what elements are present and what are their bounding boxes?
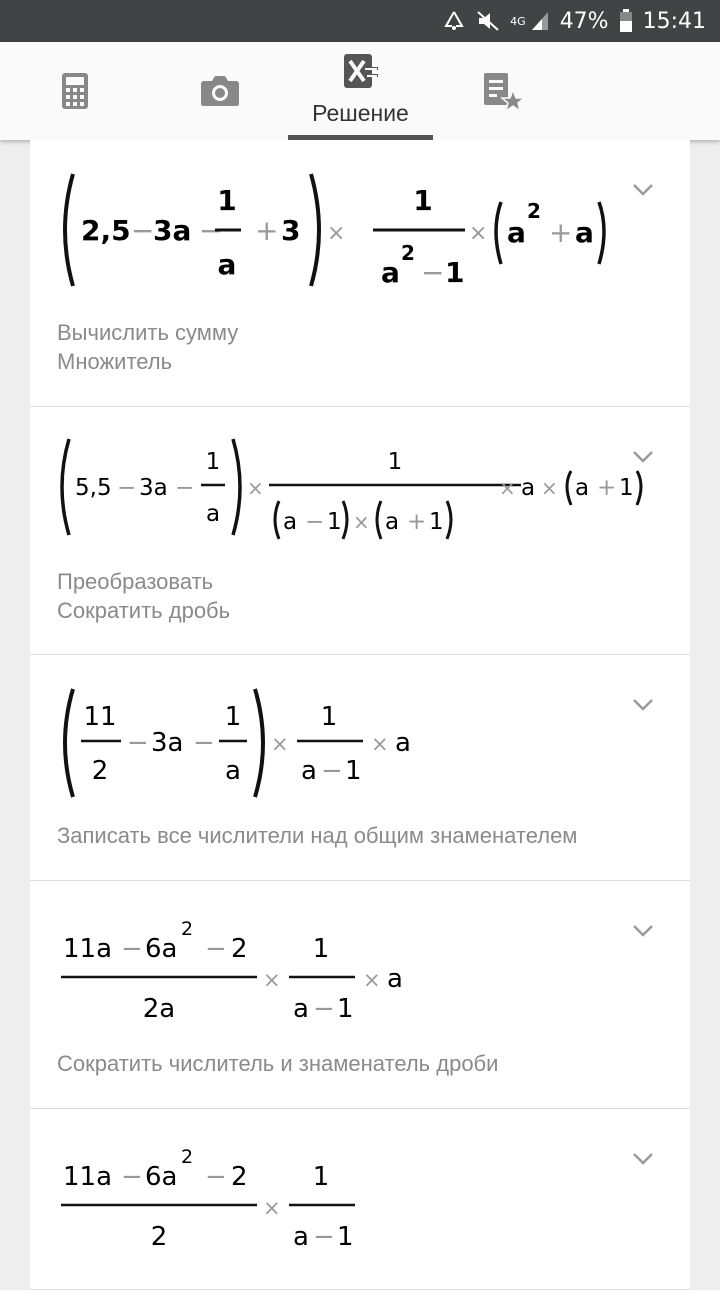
- svg-text:−: −: [121, 1162, 143, 1192]
- svg-text:1: 1: [320, 702, 338, 732]
- math-expression: [55, 1139, 375, 1263]
- recycle-icon: [442, 10, 466, 32]
- svg-text:−: −: [305, 509, 325, 535]
- step-card[interactable]: [30, 655, 690, 881]
- svg-text:−: −: [313, 994, 335, 1024]
- step-card[interactable]: [30, 407, 690, 655]
- svg-text:1: 1: [312, 1162, 330, 1192]
- svg-text:1: 1: [429, 509, 444, 535]
- svg-text:11a: 11a: [63, 1162, 113, 1192]
- svg-text:−: −: [131, 214, 155, 247]
- svg-text:a: a: [521, 475, 536, 501]
- math-expression: [55, 435, 655, 559]
- step-note: Вычислить сумму: [57, 320, 239, 345]
- svg-text:−: −: [121, 934, 143, 964]
- chevron-down-icon[interactable]: [632, 178, 654, 200]
- step-notes: [57, 567, 230, 625]
- math-expression: [55, 170, 635, 304]
- svg-text:+: +: [549, 216, 573, 249]
- svg-text:1: 1: [413, 184, 433, 217]
- battery-percent: 47%: [559, 8, 609, 34]
- chevron-down-icon[interactable]: [632, 919, 654, 941]
- svg-text:×: ×: [353, 510, 370, 534]
- svg-text:a: a: [205, 501, 221, 527]
- svg-text:2a: 2a: [142, 994, 176, 1024]
- tab-notebook[interactable]: [468, 42, 538, 140]
- step-notes: [57, 1049, 498, 1078]
- svg-text:2: 2: [231, 1162, 248, 1192]
- step-card[interactable]: [30, 1109, 690, 1290]
- svg-text:3a: 3a: [139, 475, 168, 501]
- tab-solution-label: Решение: [312, 100, 409, 126]
- svg-text:a: a: [225, 756, 241, 786]
- svg-text:2: 2: [91, 756, 109, 786]
- svg-text:×: ×: [247, 476, 264, 500]
- step-note: Преобразовать: [57, 569, 214, 594]
- svg-text:1: 1: [337, 1222, 354, 1252]
- svg-text:−: −: [421, 256, 445, 289]
- svg-text:3: 3: [281, 214, 301, 247]
- svg-text:11: 11: [83, 702, 117, 732]
- svg-text:a: a: [217, 248, 237, 281]
- svg-text:2: 2: [231, 934, 248, 964]
- svg-text:a: a: [395, 728, 411, 758]
- tab-solution[interactable]: [288, 42, 433, 140]
- mute-icon: [476, 10, 500, 32]
- chevron-down-icon[interactable]: [632, 1147, 654, 1169]
- svg-text:a: a: [507, 216, 526, 249]
- svg-text:+: +: [255, 214, 279, 247]
- svg-text:−: −: [199, 214, 223, 247]
- svg-text:a: a: [575, 216, 594, 249]
- svg-text:a: a: [387, 964, 403, 994]
- notebook-star-icon: [482, 72, 524, 112]
- svg-text:a: a: [301, 756, 317, 786]
- camera-icon: [200, 75, 240, 107]
- svg-text:−: −: [193, 728, 215, 758]
- svg-text:×: ×: [499, 476, 516, 500]
- svg-text:2: 2: [150, 1222, 168, 1252]
- calculator-icon: [61, 72, 89, 110]
- network-type: 4G: [510, 14, 526, 28]
- svg-text:1: 1: [205, 449, 221, 475]
- svg-text:1: 1: [445, 256, 465, 289]
- svg-text:5,5: 5,5: [75, 475, 112, 501]
- svg-text:a: a: [293, 994, 309, 1024]
- svg-text:1: 1: [327, 509, 342, 535]
- svg-text:1: 1: [619, 475, 634, 501]
- solution-icon: [344, 54, 378, 88]
- tab-calculator[interactable]: [40, 42, 110, 140]
- svg-text:2: 2: [181, 1146, 194, 1168]
- svg-text:2: 2: [181, 918, 194, 940]
- svg-text:−: −: [205, 1162, 227, 1192]
- svg-text:1: 1: [224, 702, 242, 732]
- svg-text:3a: 3a: [153, 214, 192, 247]
- svg-text:2,5: 2,5: [81, 214, 131, 247]
- step-card[interactable]: [30, 881, 690, 1109]
- math-expression: [55, 911, 455, 1035]
- step-notes: [57, 318, 238, 376]
- status-bar: [0, 0, 720, 42]
- clock: 15:41: [642, 8, 706, 34]
- svg-text:a: a: [385, 509, 400, 535]
- step-note: Сократить числитель и знаменатель дроби: [57, 1051, 499, 1076]
- svg-text:a: a: [575, 475, 590, 501]
- svg-text:11a: 11a: [63, 934, 113, 964]
- svg-text:1: 1: [337, 994, 354, 1024]
- svg-text:×: ×: [469, 221, 488, 246]
- svg-text:×: ×: [263, 968, 281, 992]
- svg-text:+: +: [597, 475, 617, 501]
- svg-text:−: −: [313, 1222, 335, 1252]
- svg-text:+: +: [407, 509, 427, 535]
- svg-text:a: a: [381, 256, 400, 289]
- svg-text:1: 1: [345, 756, 362, 786]
- step-note: Множитель: [57, 349, 173, 374]
- svg-text:6a: 6a: [145, 1162, 178, 1192]
- svg-text:×: ×: [371, 732, 389, 756]
- svg-text:3a: 3a: [151, 728, 184, 758]
- svg-text:×: ×: [263, 1196, 281, 1220]
- svg-text:−: −: [175, 475, 195, 501]
- step-card[interactable]: [30, 140, 690, 407]
- svg-text:6a: 6a: [145, 934, 178, 964]
- svg-text:−: −: [117, 475, 137, 501]
- solution-steps: [30, 140, 690, 1290]
- svg-text:−: −: [205, 934, 227, 964]
- svg-text:2: 2: [401, 241, 415, 265]
- svg-text:×: ×: [271, 732, 289, 756]
- step-note: Записать все числители над общим знаменателем: [57, 823, 578, 848]
- svg-text:a: a: [283, 509, 298, 535]
- step-notes: [57, 821, 577, 850]
- chevron-down-icon[interactable]: [632, 693, 654, 715]
- svg-text:×: ×: [363, 968, 381, 992]
- tab-bar: [0, 42, 720, 140]
- signal-icon: [530, 10, 550, 32]
- svg-text:1: 1: [387, 449, 403, 475]
- svg-text:−: −: [127, 728, 149, 758]
- svg-text:×: ×: [327, 221, 346, 246]
- svg-text:×: ×: [541, 476, 558, 500]
- svg-text:−: −: [321, 756, 343, 786]
- step-note: Сократить дробь: [57, 598, 231, 623]
- svg-text:1: 1: [312, 934, 330, 964]
- svg-text:1: 1: [217, 184, 237, 217]
- svg-text:2: 2: [527, 199, 541, 223]
- battery-icon: [619, 9, 633, 33]
- status-icons: [442, 0, 706, 42]
- tab-camera[interactable]: [185, 42, 255, 140]
- svg-text:a: a: [293, 1222, 309, 1252]
- math-expression: [55, 685, 475, 809]
